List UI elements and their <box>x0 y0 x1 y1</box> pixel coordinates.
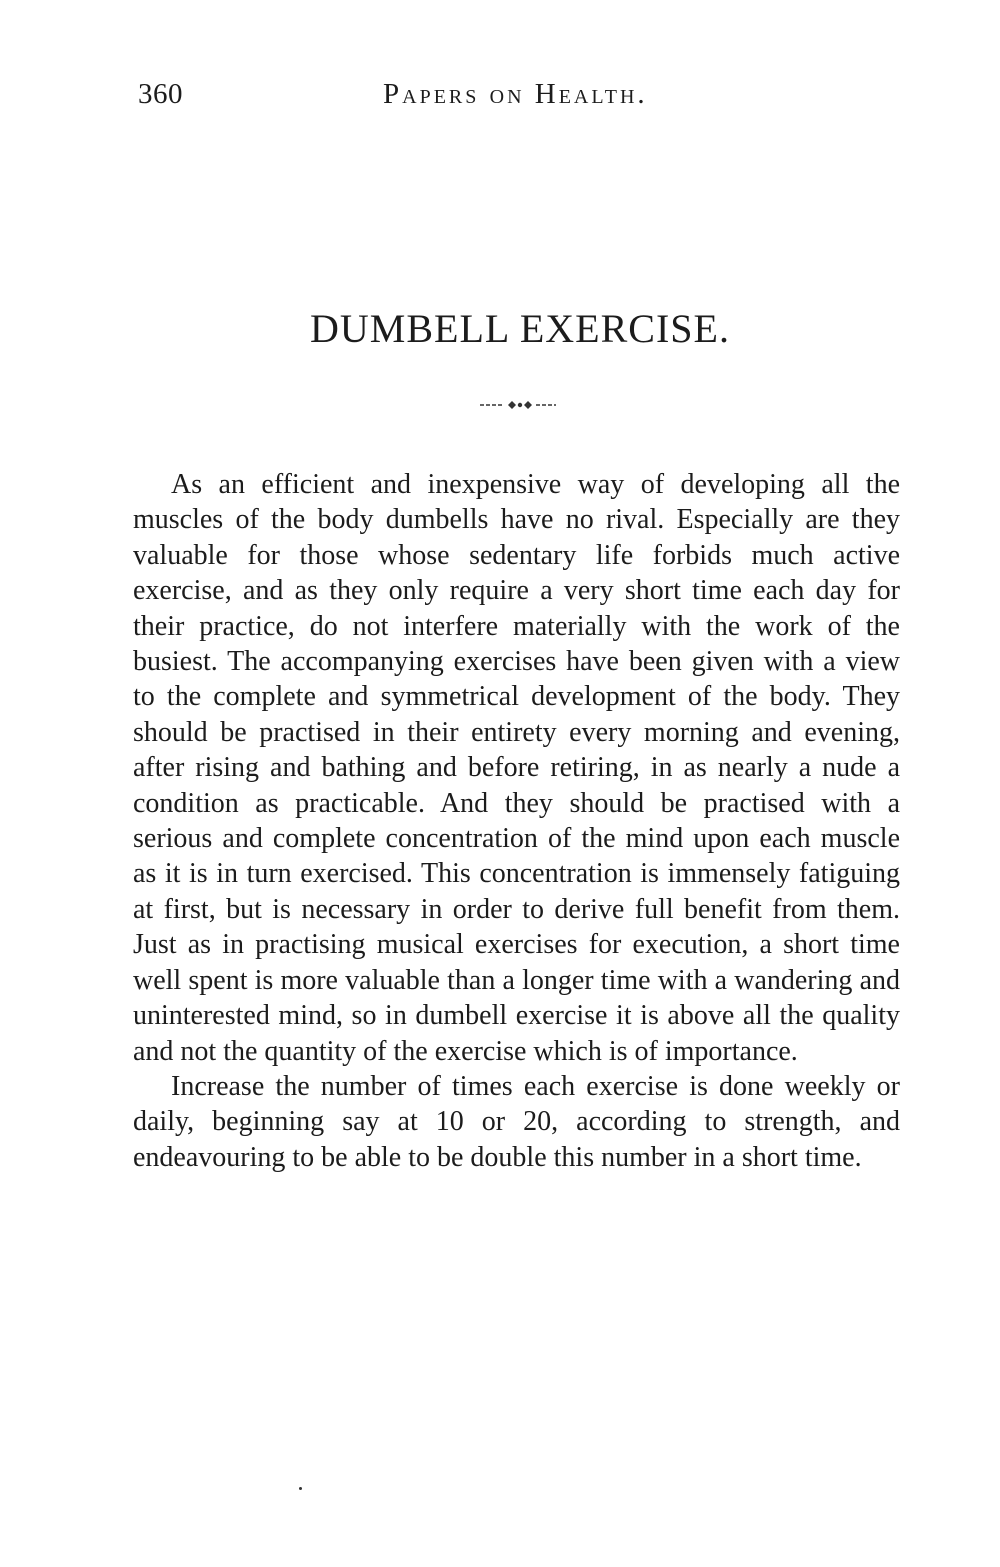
paragraph-intro: As an efficient and inexpensive way of developing all the muscles of the body dumbells have no rival. Especially are they valuable for those whose sedentary life forbids much active exercise, and as they only require a very short time each day for their practice, do not interfere materially with the work of the busiest. The accompanying exercises have been given with a view to the complete and symmetrical development of the body. They should be practised in their entirety every morning and evening, after rising and bathing and before retiring, in as nearly a nude a condition as practicable. And they should be practised with a serious and complete concentration of the mind upon each muscle as it is in turn exercised. This concentration is immensely fatiguing at first, but is necessary in order to derive full benefit from them. Just as in practising musical exercises for execution, a short time well spent is more valuable than a longer time with a wandering and uninterested mind, so in dumbell exercise it is above all the quality and not the quantity of the exercise which is of importance. <box>133 469 900 1067</box>
chapter-title: DUMBELL EXERCISE. <box>310 306 730 351</box>
ornament-divider-icon <box>478 395 558 415</box>
paragraph-instructions: Increase the number of times each exercise is done weekly or daily, beginning say at 10 or 20, according to strength, and endeavouring to be able to be double this number in a short time. <box>133 1070 900 1173</box>
running-title: Papers on Health. <box>383 78 648 110</box>
running-head <box>138 78 898 118</box>
page-number: 360 <box>138 78 183 110</box>
body-text <box>133 467 900 1175</box>
stray-ink-mark <box>299 1487 302 1490</box>
